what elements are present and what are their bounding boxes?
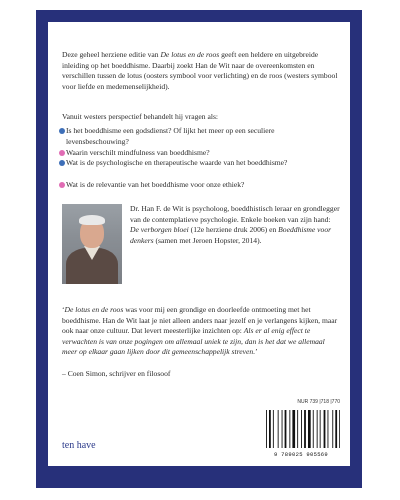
quote-author: – Coen Simon, schrijver en filosoof [62,369,171,378]
question-text: Wat is de psychologische en therapeutische waarde van het boeddhisme? [66,158,288,167]
review-quote: ‘De lotus en de roos was voor mij een grondige en doorleefde ontmoeting met het boeddhisme. Han de Wit laat je niet alleen anders naar jezelf en je verlangens kijken, maar ook naar onze cultuur. Dat levert meesterlijke inzichten op: Als er al enig effect te verwachten is van onze pogingen om allemaal uniek te zijn, dan is het dat we allemaal meer op elkaar gaan lijken door dit gemeenschappelijk streven.’ [62,305,338,357]
quote-text: was voor mij een grondige en doorleefde ontmoeting met het boeddhisme. Han de Wit laat je niet alleen anders naar jezelf en je verlangens kijken, maar ook naar onze cultuur. Dat levert meesterlijke inzichten op: [62,305,338,336]
bio-book-title: Boeddhisme voor denkers [130,225,332,245]
bullet-dot-icon [59,182,65,188]
barcode-bars-icon [262,408,340,450]
intro-paragraph [62,50,340,92]
quote-italic-text: Als er al enig effect te verwachten is van onze pogingen om allemaal uniek te zijn, dan is het dat we allemaal meer op elkaar gaan lijken door dit gemeenschappelijk streven. [62,326,325,357]
barcode [262,408,340,458]
bio-text: (12e herziene druk 2006) en [188,225,279,235]
question-item [66,158,336,169]
bullet-dot-icon [59,160,65,166]
quote-book-title: De lotus en de roos [64,305,124,314]
intro-book-title: De lotus en de roos [160,50,220,59]
bio-book-title: De verborgen bloei [130,225,189,235]
question-item [66,148,336,159]
bio-text: Dr. Han F. de Wit is psycholoog, boeddhistisch leraar en grondlegger van de contemplatieve psychologie. Enkele boeken van zijn hand: [130,204,340,224]
questions-lead: Vanuit westers perspectief behandelt hij vragen als: [62,112,219,121]
intro-text-end: geeft een heldere en uitgebreide inleiding op het boeddhisme. Daarbij zoekt Han de Wit naar de overeenkomsten en verschillen tussen de lotus (oosters symbool voor verlichting) en de roos (westers symbool voor liefde en medemenselijkheid). [62,50,338,91]
author-photo [62,204,122,284]
bio-text: (samen met Jeroen Hopster, 2014). [153,235,262,245]
text-panel [48,22,350,466]
question-text: Is het boeddhisme een godsdienst? Of lijkt het meer op een seculiere levensbeschouwing? [66,126,275,146]
author-bio [130,204,340,246]
question-text: Wat is de relevantie van het boeddhisme voor onze ethiek? [66,179,245,189]
intro-text-start: Deze geheel herziene editie van [62,50,161,59]
book-back-cover [36,10,362,488]
question-text: Waarin verschilt mindfulness van boeddhisme? [66,147,210,157]
isbn-number: 9 789025 905569 [273,451,328,458]
publisher-name: ten have [62,440,96,451]
bullet-dot-icon [59,150,65,156]
question-item [66,180,336,191]
quote-close-mark: ’ [255,347,258,357]
bullet-dot-icon [59,128,65,134]
photo-hair [79,215,105,225]
question-item [66,126,336,147]
nur-code: NUR 739 |718 |770 [297,399,340,405]
